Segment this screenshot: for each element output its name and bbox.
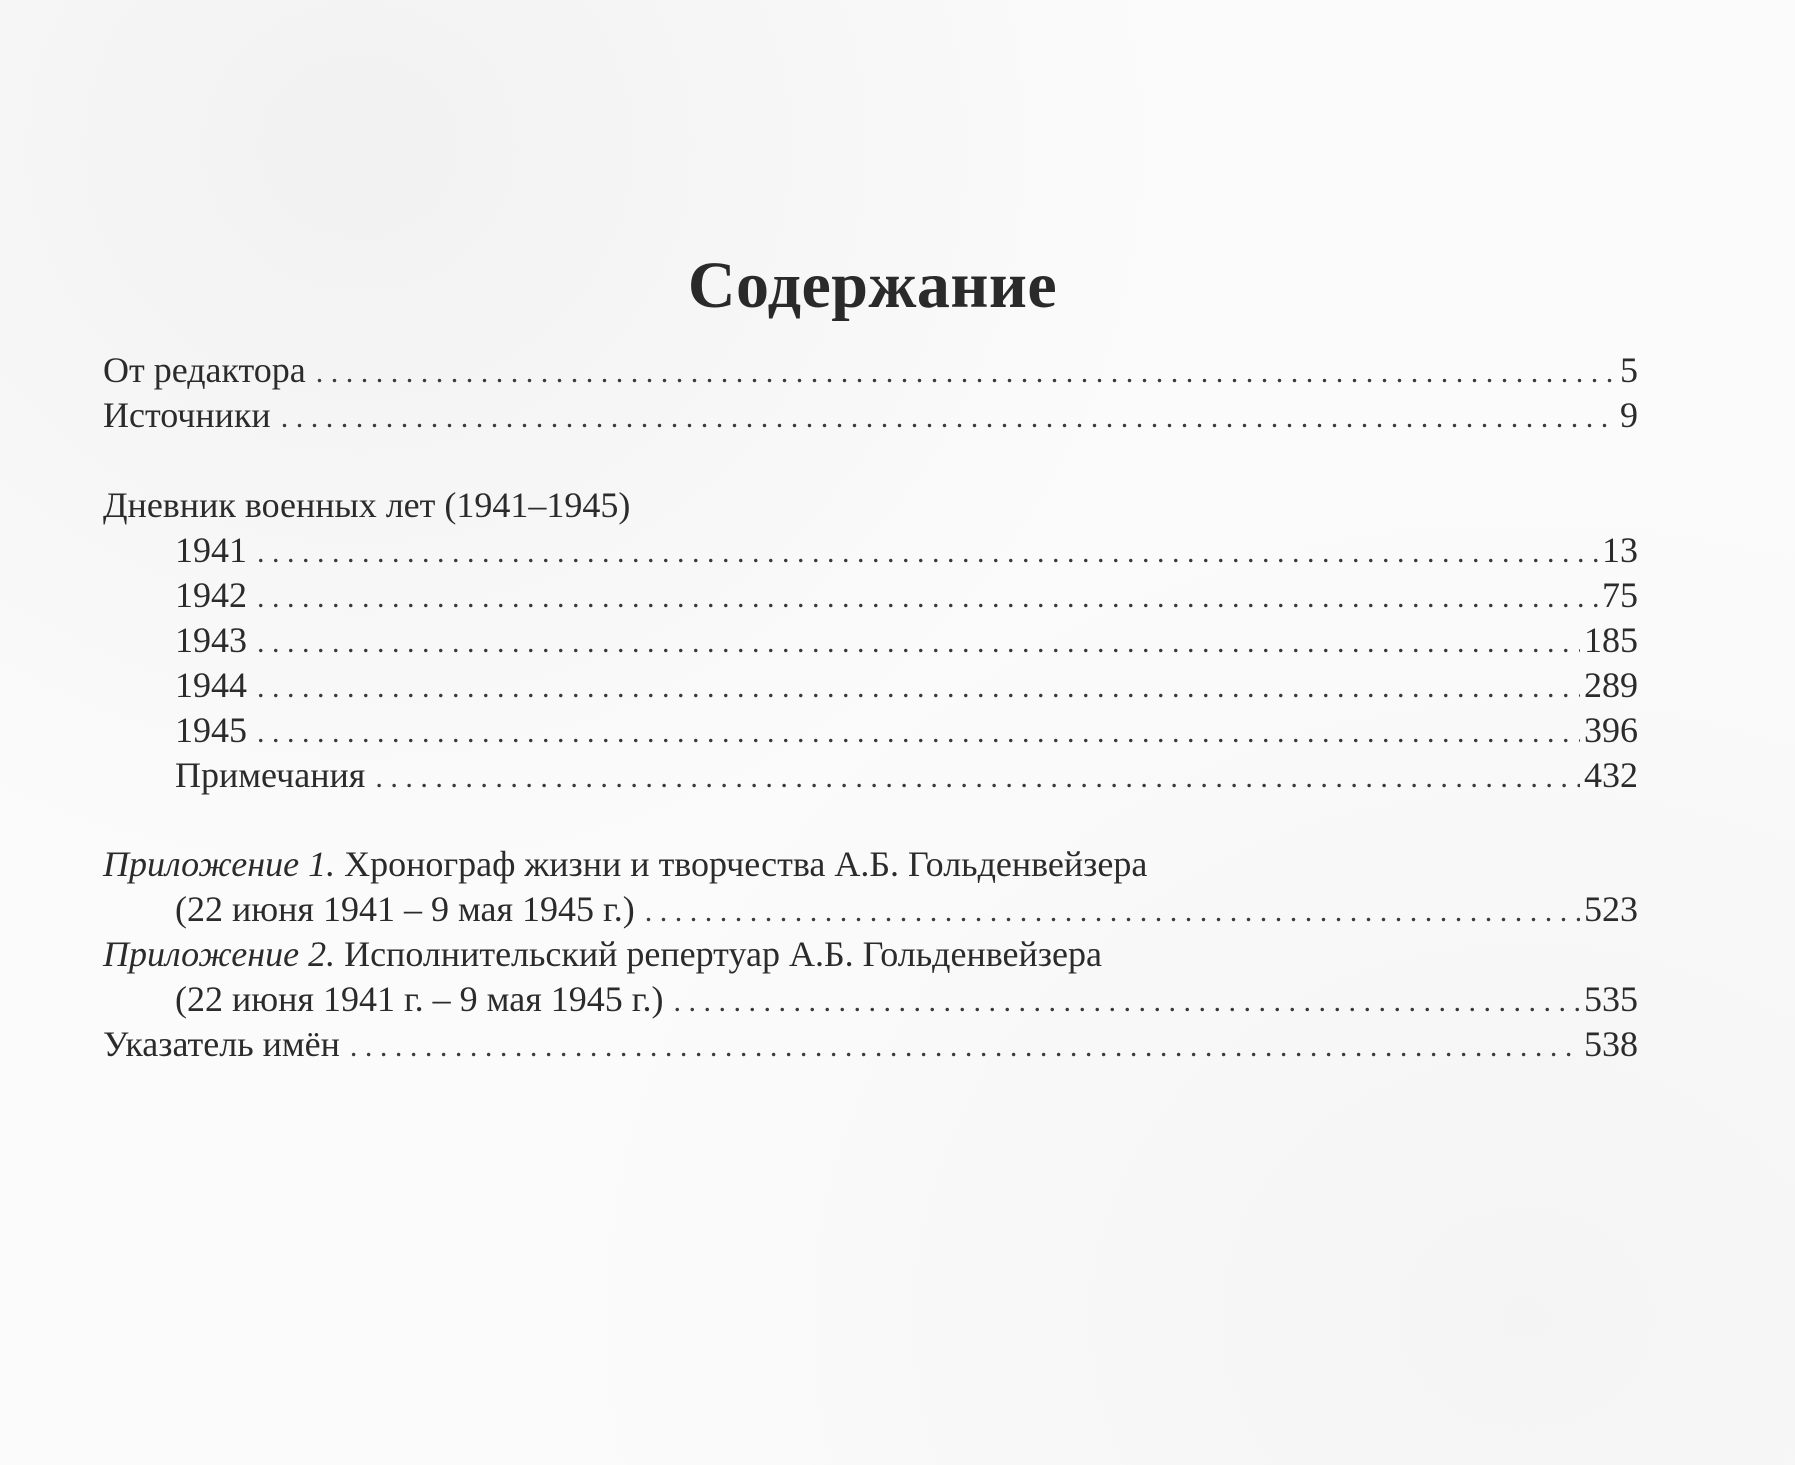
- appendix-prefix: Приложение 1.: [103, 844, 336, 884]
- toc-leader-dots: [375, 755, 1580, 800]
- toc-page-number: 538: [1584, 1024, 1638, 1064]
- toc-page-number: 289: [1584, 665, 1638, 705]
- toc-appendix-1-subtitle[interactable]: [103, 887, 1638, 932]
- toc-entry-label: 1945: [175, 710, 247, 750]
- toc-entry-notes[interactable]: [103, 753, 1638, 798]
- appendix-title: Исполнительский репертуар А.Б. Гольденвейзера: [335, 934, 1102, 974]
- toc-entry-label: 1944: [175, 665, 247, 705]
- toc-entry-sources[interactable]: [103, 393, 1638, 438]
- toc-leader-dots: [673, 979, 1580, 1024]
- toc-entry-label: От редактора: [103, 350, 306, 390]
- toc-entry-1943[interactable]: [103, 618, 1638, 663]
- toc-section-label: Дневник военных лет (1941–1945): [103, 485, 631, 525]
- appendix-title: Хронограф жизни и творчества А.Б. Гольденвейзера: [335, 844, 1148, 884]
- toc-leader-dots: [350, 1024, 1580, 1069]
- toc-leader-dots: [281, 395, 1616, 440]
- toc-page-number: 185: [1584, 620, 1638, 660]
- toc-leader-dots: [257, 665, 1580, 710]
- toc-entry-label: Примечания: [175, 755, 366, 795]
- toc-appendix-label: [103, 932, 1102, 977]
- toc-page-number: 396: [1584, 710, 1638, 750]
- toc-appendix-label: [103, 842, 1147, 887]
- toc-page-number: 9: [1620, 395, 1638, 435]
- toc-page-number: 535: [1584, 979, 1638, 1019]
- toc-leader-dots: [257, 620, 1580, 665]
- toc-entry-name-index[interactable]: [103, 1022, 1638, 1067]
- toc-entry-label: 1941: [175, 530, 247, 570]
- toc-leader-dots: [257, 575, 1598, 620]
- toc-page-number: 5: [1620, 350, 1638, 390]
- toc-leader-dots: [257, 530, 1598, 575]
- toc-leader-dots: [316, 350, 1616, 395]
- toc-entry-label: 1942: [175, 575, 247, 615]
- toc-entry-1945[interactable]: [103, 708, 1638, 753]
- spacer: [103, 798, 1638, 842]
- toc-appendix-1-title[interactable]: [103, 842, 1638, 887]
- toc-entry-editor[interactable]: [103, 348, 1638, 393]
- table-of-contents: [103, 348, 1638, 1067]
- toc-leader-dots: [257, 710, 1580, 755]
- toc-entry-label: Источники: [103, 395, 271, 435]
- toc-page-number: 523: [1584, 889, 1638, 929]
- toc-entry-label: 1943: [175, 620, 247, 660]
- toc-entry-1942[interactable]: [103, 573, 1638, 618]
- toc-entry-1944[interactable]: [103, 663, 1638, 708]
- toc-page-number: 75: [1602, 575, 1638, 615]
- toc-leader-dots: [645, 889, 1580, 934]
- toc-entry-label: (22 июня 1941 г. – 9 мая 1945 г.): [175, 979, 664, 1019]
- toc-appendix-2-title[interactable]: [103, 932, 1638, 977]
- toc-entry-1941[interactable]: [103, 528, 1638, 573]
- appendix-prefix: Приложение 2.: [103, 934, 336, 974]
- toc-entry-label: (22 июня 1941 – 9 мая 1945 г.): [175, 889, 635, 929]
- spacer: [103, 438, 1638, 483]
- page-title: Содержание: [687, 249, 1058, 322]
- toc-entry-label: Указатель имён: [103, 1024, 340, 1064]
- toc-page-number: 432: [1584, 755, 1638, 795]
- toc-page-number: 13: [1602, 530, 1638, 570]
- toc-appendix-2-subtitle[interactable]: [103, 977, 1638, 1022]
- toc-section-heading-diary: [103, 483, 1638, 528]
